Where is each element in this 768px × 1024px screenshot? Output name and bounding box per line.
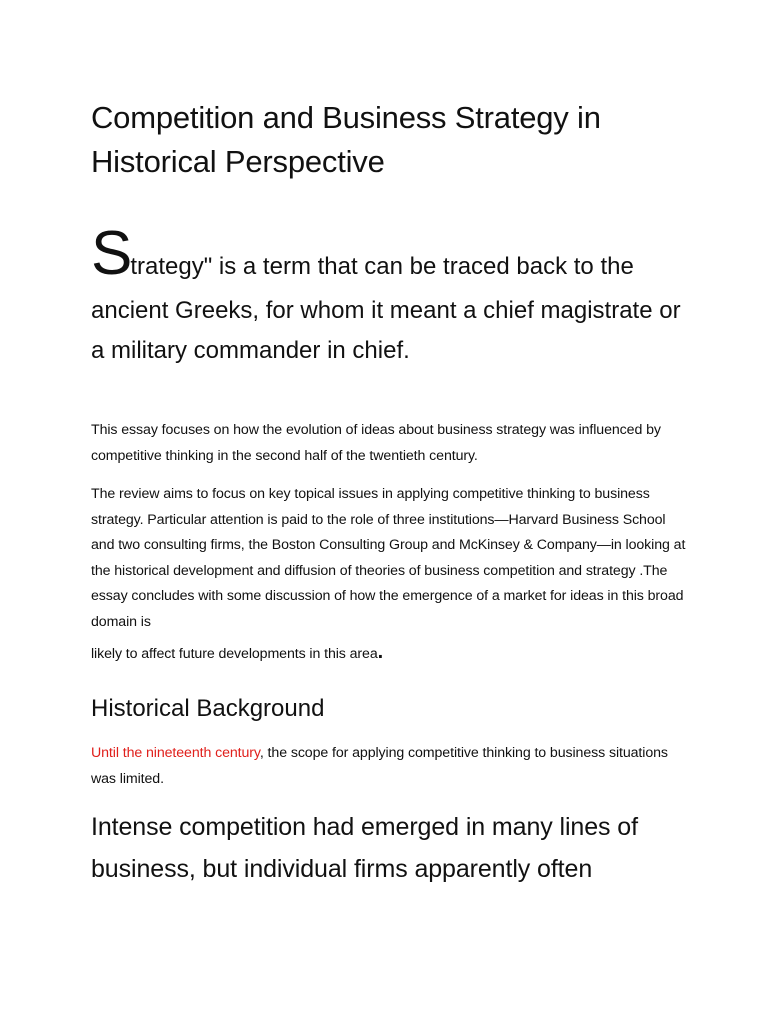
dropcap-letter: S	[91, 219, 131, 288]
lead-line-1: trategy" is a term that can be traced back to the	[130, 253, 634, 280]
paragraph-review-last-line	[91, 642, 691, 668]
lead-paragraph	[91, 219, 691, 371]
section-heading-historical-background: Historical Background	[91, 695, 325, 722]
paragraph-historical	[91, 741, 691, 792]
paragraph-review-last-text: likely to affect future developments in this area	[91, 646, 378, 662]
paragraph-historical-rest: , the scope for applying competitive thinking to business situations was limited.	[91, 745, 668, 787]
large-paragraph-competition: Intense competition had emerged in many lines of business, but individual firms apparently often	[91, 813, 638, 883]
paragraph-review-body: The review aims to focus on key topical issues in applying competitive thinking to business strategy. Particular attention is paid to the role of three institutions—Harvard Business School and two consulting firms, the Boston Consulting Group and McKinsey & Company—in looking at the historical development and diffusion of theories of business competition and strategy .The essay concludes with some discussion of how the emergence of a market for ideas in this broad domain is	[91, 486, 686, 630]
lead-line-2: ancient Greeks, for whom it meant a chief magistrate or a military commander in chief.	[91, 297, 681, 364]
paragraph-essay-focus: This essay focuses on how the evolution of ideas about business strategy was influenced by competitive thinking in the second half of the twentieth century.	[91, 422, 661, 464]
paragraph-review-period: .	[377, 641, 384, 663]
document-title: Competition and Business Strategy in Historical Perspective	[91, 100, 601, 179]
paragraph-review-aims	[91, 482, 691, 668]
highlighted-phrase: Until the nineteenth century	[91, 745, 260, 761]
